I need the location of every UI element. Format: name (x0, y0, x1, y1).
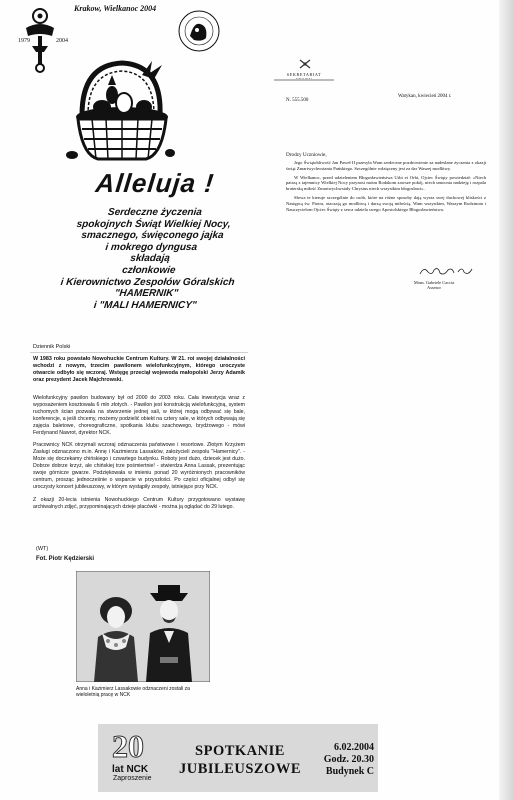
clipping-article (33, 395, 245, 517)
article-signature: (WT) (36, 546, 49, 552)
lassak-couple-photo (76, 571, 210, 682)
signer-name: Mons. Gabriele Caccia (413, 280, 455, 285)
wishes-line: i Kierownictwo Zespołów Góralskich (60, 276, 236, 288)
invitation-title-line2: JUBILEUSZOWE (178, 761, 302, 777)
signer-title: Assesor (427, 285, 441, 291)
letter-salutation: Drodzy Uczniowie, (286, 152, 327, 158)
wishes-line: spokojnych Świąt Wielkiej Nocy, (76, 218, 232, 230)
letter-date: Watykan, kwiecień 2004 r. (398, 94, 452, 99)
easter-wishes (25, 207, 276, 311)
letter-paragraph: W Wielkanoc, przed udzieleniem Błogosławieństwa Urbi et Orbi, Ojciec Święty powiedział: «Niech patrzą z tajemnicy Wielkiej Nocy przynosi moim Rodakom zawsze pokój, niech umocnia nadzieję i rozpala braterską miłość Zmartwychwstały Chrystus niech wszystkim błogosławi». (286, 174, 486, 192)
zespol-seal-icon (178, 10, 220, 52)
letter-signer (404, 280, 464, 291)
letter-paragraph: Słowa te kieruje szczególnie do osób, które na różne sposoby dają wyraz swej duchowej bliskości z Następcą św. Piotra, otaczają go modlitwą i darzą swoją miłością. Wam wszystkim, Waszym Rodzinom i Nauczycielom Ojciec Święty z serca udziela swego Apostolskiego Błogosławieństwa. (286, 194, 486, 212)
page-edge-shadow (499, 0, 513, 800)
invitation-title-line1: SPOTKANIE (195, 743, 285, 759)
handwritten-signature-icon (418, 264, 474, 278)
photo-caption: Anna i Kazimierz Lassakowie odznaczeni zostali za wieloletnią pracę w NCK (76, 686, 190, 698)
wishes-line: członkowie (121, 264, 177, 276)
invitation-details (314, 742, 374, 778)
invitation-date: 6.02.2004 (334, 742, 374, 753)
invitation-venue: Budynek C (325, 766, 374, 777)
location-date: Krakow, Wielkanoc 2004 (74, 4, 157, 13)
article-paragraph: Wielofunkcyjny pawilon budowany był od 2000 do 2003 roku. Cała inwestycja wraz z wyposażeniem kosztowała 6 mln złotych. - Pawilon jest konstrukcją wielofunkcyjną, system ruchomych ścian pozwala na stworzenie jednej sali, w której mogą odbywać się bale, konferencje, a jeśli chcemy, możemy podzielić obiekt na cztery sale, w których odbywają się zajęcia baletowe, choreograficzne, spotkania klubu szachowego, brydżowego - mówi Ferdynand Nawrot, dyrektor NCK. (33, 395, 245, 436)
wishes-line: i "MALI HAMERNICY" (93, 299, 198, 311)
emblem-years: 1979 2004 (18, 38, 68, 44)
clipping-lead: W 1983 roku powstało Nowohuckie Centrum Kultury. W 21. roi swojej działalności wchodzi z nowym, trzecim pawilonem wielofunkcyjnym, którego uroczyste otwarcie odbyło się wczoraj. Wstęgę przeciął wojewoda małopolski Jerzy Adamik oraz prezydent Jacek Majchrowski. (33, 356, 245, 383)
invitation-label: Zaproszenie (113, 775, 152, 782)
wishes-line: Serdeczne życzenia (107, 207, 203, 218)
alleluja-heading: Alleluja ! (94, 168, 216, 198)
wishes-line: i mokrego dyngusa (104, 241, 198, 253)
article-paragraph: Z okazji 20-lecia istnienia Nowohuckiego Centrum Kultury przygotowano wystawę archiwalnych zdjęć, przypominających dzieje placówki - można ją oglądać do 29 lutego. (33, 496, 245, 510)
letter-paragraph: Jego Świątobliwość Jan Paweł II przesyła Wam serdeczne pozdrowienie za nadesłane życzenia z okazji świąt Zmartwychwstania Pańskiego. Szczególnie wdzięczny jest za dar Waszej modlitwy. (286, 160, 486, 171)
easter-basket-icon (62, 55, 177, 170)
wishes-line: smacznego, święconego jajka (80, 230, 225, 242)
letter-header-subline (274, 79, 334, 81)
anniversary-label: lat NCK (112, 764, 149, 775)
letter-reference: N. 555.500 (286, 98, 309, 103)
article-paragraph: Pracownicy NCK otrzymali wczoraj odznaczenia państwowe i resortowe. Złotym Krzyżem Zasługi odznaczono m.in. Annę i Kazimierza Lassaków, założycieli zespołu "Hamernicy". - Może się doczekamy chińskiego i czwartego budynku. Roboty jest dużo, dziecek jest dużo. Dobrze dobrze krzyż, ale chińskiej trze pośmiertnie! - stwierdza Anna Lassak, prezentując swoje górnicze gwarze. Podziękowała w imieniu ponad 20 wyróżnionych pracowników centrum, prosząc jednocześnie o wsparcie w przyszłości. Po części oficjalnej odbył się uroczysty koncert jubileuszowy, w którym wystąpiły zespoły, istniejące przy NCK. (33, 442, 245, 490)
wishes-line: "HAMERNIK" (114, 288, 179, 300)
papal-keys-icon (298, 59, 312, 69)
anniversary-number: 20 (112, 728, 144, 764)
invitation-title (170, 742, 310, 778)
wishes-line: składają (129, 253, 171, 265)
letter-header: SEKRETARIAT (286, 72, 322, 77)
letter-body (286, 160, 486, 215)
photo-credit: Fot. Piotr Kędzierski (36, 556, 95, 562)
clipping-source: Dziennik Polski (33, 344, 71, 350)
clipping-divider (30, 352, 248, 353)
invitation-time: Godz. 20.30 (323, 754, 374, 765)
